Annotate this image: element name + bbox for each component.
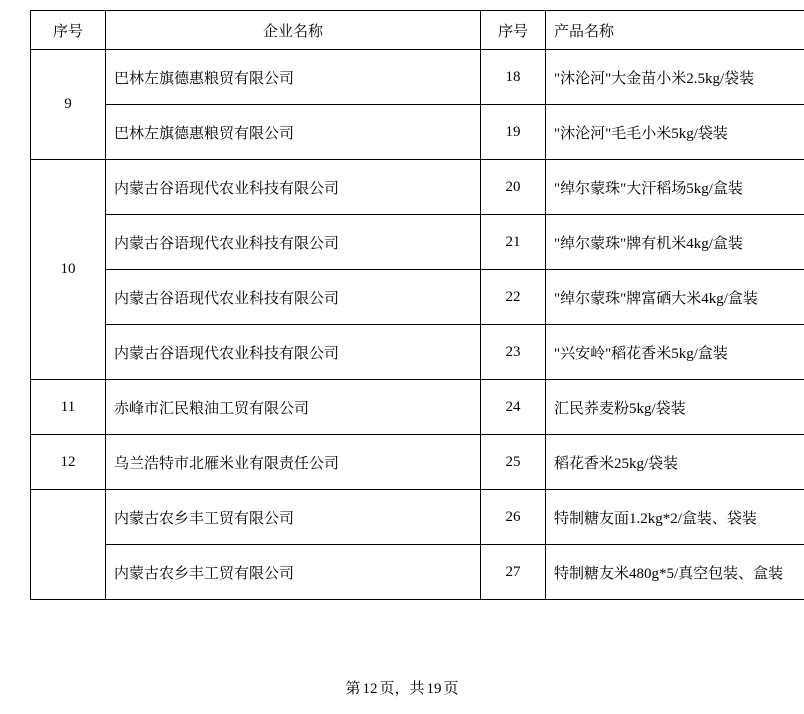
product-cell: 特制糖友米480g*5/真空包装、盒装 [546,545,804,600]
footer-suffix: 页 [444,681,459,697]
company-cell: 巴林左旗德惠粮贸有限公司 [106,50,481,105]
group-seq-cell: 10 [31,160,106,380]
table-row [31,215,804,270]
footer-page-number: 12 [360,681,379,697]
table-body [31,50,804,600]
group-seq-cell [31,490,106,600]
table-row [31,50,804,105]
item-seq-cell: 26 [481,490,546,545]
item-seq-cell: 19 [481,105,546,160]
item-seq-cell: 25 [481,435,546,490]
product-cell: "兴安岭"稻花香米5kg/盒装 [546,325,804,380]
footer-middle: 页，共 [379,681,424,697]
header-seq2: 序号 [481,11,546,50]
header-product: 产品名称 [546,11,804,50]
company-cell: 内蒙古谷语现代农业科技有限公司 [106,325,481,380]
table-row [31,325,804,380]
company-cell: 赤峰市汇民粮油工贸有限公司 [106,380,481,435]
group-seq-cell: 11 [31,380,106,435]
product-cell: 汇民荞麦粉5kg/袋装 [546,380,804,435]
product-cell: 稻花香米25kg/袋装 [546,435,804,490]
item-seq-cell: 23 [481,325,546,380]
product-cell: "绰尔蒙珠"牌有机米4kg/盒装 [546,215,804,270]
product-cell: "绰尔蒙珠"牌富硒大米4kg/盒装 [546,270,804,325]
table-row [31,380,804,435]
table-header-row [31,11,804,50]
item-seq-cell: 27 [481,545,546,600]
item-seq-cell: 24 [481,380,546,435]
table-row [31,490,804,545]
table-row [31,270,804,325]
item-seq-cell: 21 [481,215,546,270]
group-seq-cell: 9 [31,50,106,160]
product-cell: 特制糖友面1.2kg*2/盒装、袋装 [546,490,804,545]
company-cell: 内蒙古农乡丰工贸有限公司 [106,490,481,545]
header-company: 企业名称 [106,11,481,50]
company-cell: 巴林左旗德惠粮贸有限公司 [106,105,481,160]
company-cell: 内蒙古谷语现代农业科技有限公司 [106,270,481,325]
table-row [31,160,804,215]
table-row [31,545,804,600]
item-seq-cell: 18 [481,50,546,105]
product-table [30,10,804,600]
footer-prefix: 第 [345,681,360,697]
product-cell: "绰尔蒙珠"大汗稻场5kg/盒装 [546,160,804,215]
item-seq-cell: 22 [481,270,546,325]
header-seq: 序号 [31,11,106,50]
company-cell: 内蒙古谷语现代农业科技有限公司 [106,160,481,215]
product-cell: "沐沦河"毛毛小米5kg/袋装 [546,105,804,160]
table-row [31,105,804,160]
table-header [31,11,804,50]
document-page [0,10,804,714]
company-cell: 内蒙古谷语现代农业科技有限公司 [106,215,481,270]
table-row [31,435,804,490]
product-cell: "沐沦河"大金苗小米2.5kg/袋装 [546,50,804,105]
company-cell: 乌兰浩特市北雁米业有限责任公司 [106,435,481,490]
company-cell: 内蒙古农乡丰工贸有限公司 [106,545,481,600]
group-seq-cell: 12 [31,435,106,490]
page-footer [0,677,804,698]
item-seq-cell: 20 [481,160,546,215]
footer-total-pages: 19 [425,681,444,697]
